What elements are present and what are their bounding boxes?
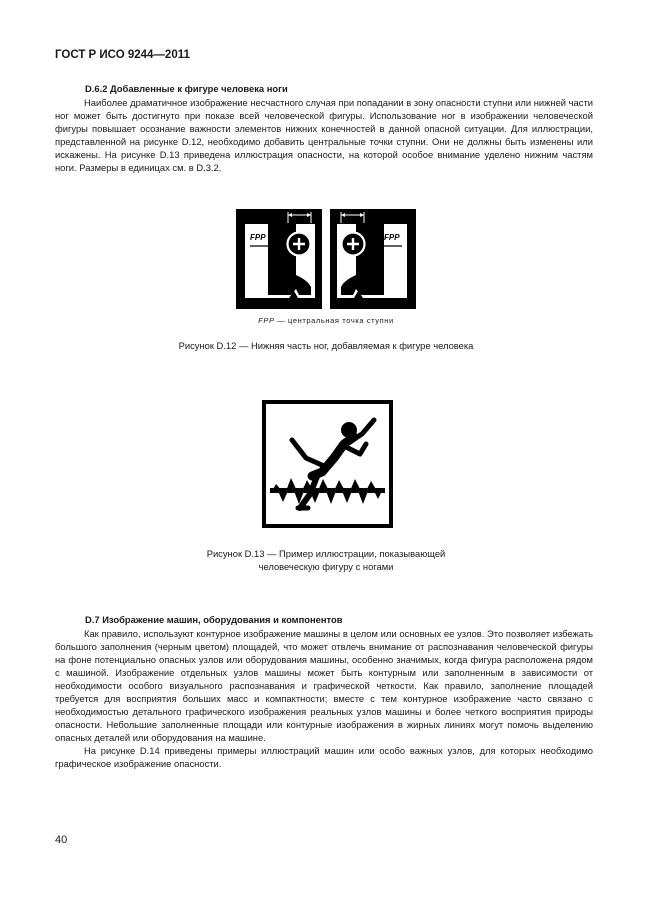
section-d7-text xyxy=(55,627,593,770)
figure-d12-legend xyxy=(180,316,472,325)
page-number: 40 xyxy=(55,834,68,846)
figure-d13-caption xyxy=(150,548,502,573)
section-d7-paragraph-2: На рисунке D.14 приведены примеры иллюстраций машин или особо важных узлов, для которых необходимо графическое изображение опасности. xyxy=(55,745,593,769)
section-d62-text xyxy=(55,96,593,174)
dim-right-label: 2 xyxy=(350,209,356,216)
section-d62-paragraph: Наиболее драматичное изображение несчастного случая при попадании в зону опасности ступни или нижней части ног может быть достигнуто при показе всей человеческой фигуры. Использование ног в изображении человеческой фигуры повышает осознание важности элементов нижних конечностей в данной опасной ситуации. Для иллюстрации, представленной на рисунке D.12, необходимо добавить центральные точки ступни. Они не должны быть изменены или искажены. На рисунке D.13 приведена иллюстрация опасности, на которой особое внимание уделено нижним частям ноги. Размеры в единицах см. в D.3.2. xyxy=(55,97,593,173)
figure-d13-caption-line2: человеческую фигуру с ногами xyxy=(258,560,394,572)
feet-fpp-illustration xyxy=(236,209,416,309)
section-d7-title: D.7 Изображение машин, оборудования и компонентов xyxy=(85,614,343,625)
fpp-left-label: FPP xyxy=(250,233,266,242)
figure-d13 xyxy=(262,400,393,528)
section-d7-paragraph-1: Как правило, используют контурное изображение машины в целом или основных ее узлов. Это позволяет избежать большого заполнения (черным цветом) площадей, что может отвлечь внимание от распознавания человеческой фигуры на фоне потенциально опасных узлов или оборудования машины, особенно значимых, когда фигура расположена рядом с машиной. Изображение отдельных узлов машины может быть контурным или заполненным в зависимости от необходимости особого визуального распознавания и графической четкости. Как правило, заполнение площадей требуется для восприятия больших масс и компактности; вместе с тем контурное изображение часто связано с необходимостью детального графического изображения реальных узлов машины и более четкого восприятия природы опасности. Небольшие заполненные площади или контурные изображения в жирных линиях могут помочь выделению опасных деталей или оборудования на машине. xyxy=(55,628,593,743)
figure-d13-caption-line1: Рисунок D.13 — Пример иллюстрации, показывающей xyxy=(206,548,446,559)
auger-hazard-illustration xyxy=(262,400,393,528)
legend-text: — центральная точка ступни xyxy=(274,316,394,325)
section-d62-title: D.6.2 Добавленные к фигуре человека ноги xyxy=(85,83,288,94)
fpp-right-label: FPP xyxy=(384,233,400,242)
figure-d12-caption: Рисунок D.12 — Нижняя часть ног, добавляемая к фигуре человека xyxy=(178,340,474,351)
figure-d12 xyxy=(236,209,416,309)
legend-abbr: FPP xyxy=(258,316,275,325)
dim-left-label: 2 xyxy=(296,209,302,216)
standard-header: ГОСТ Р ИСО 9244—2011 xyxy=(55,49,190,61)
